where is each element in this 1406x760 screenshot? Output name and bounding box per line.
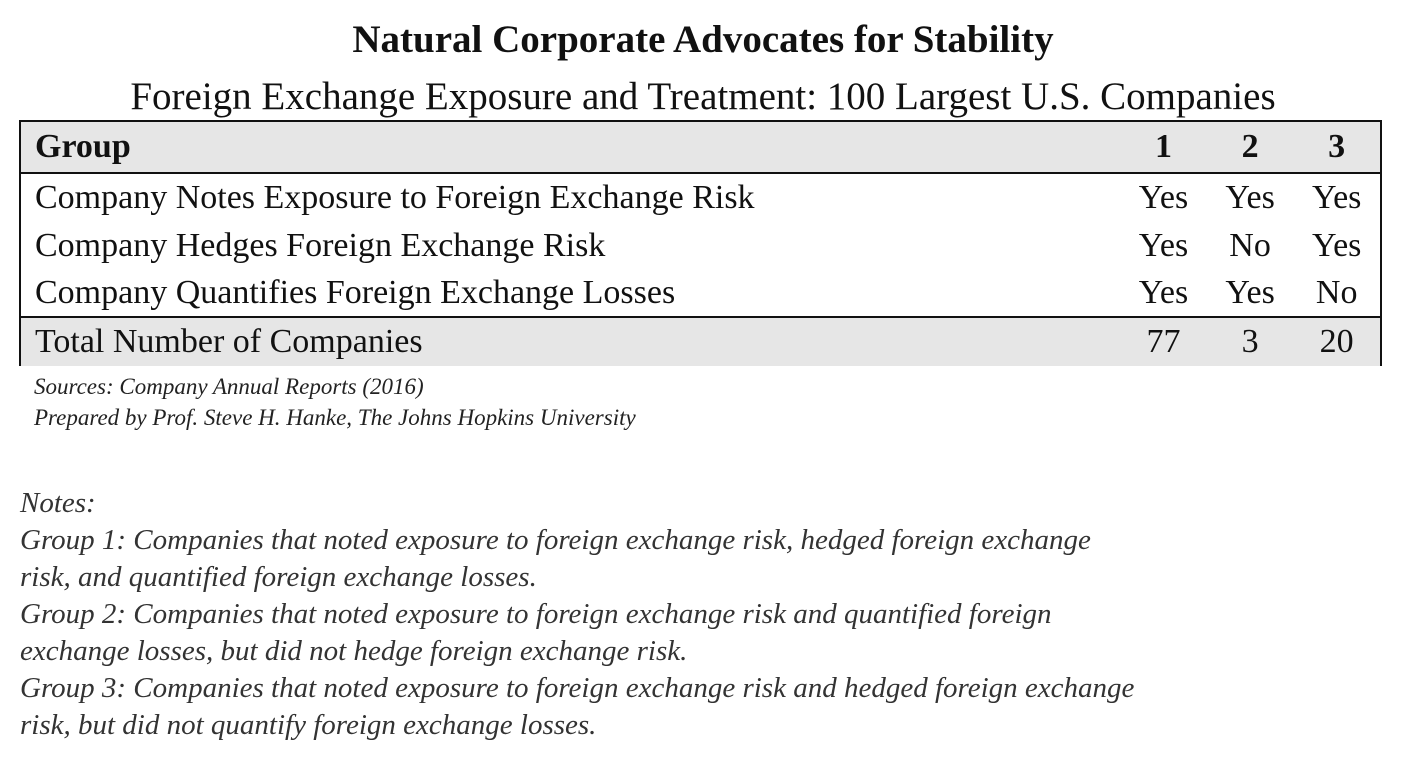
row-label: Company Notes Exposure to Foreign Exchange Risk (35, 179, 755, 216)
cell-group-1: Yes (1138, 274, 1189, 311)
header-group-label: Group (35, 128, 131, 165)
sources-line: Sources: Company Annual Reports (2016) (34, 374, 424, 399)
sources-block (34, 371, 636, 433)
cell-group-3: Yes (1311, 179, 1362, 216)
exposure-table (19, 120, 1382, 366)
notes-block (20, 485, 1350, 744)
header-group-1: 1 (1154, 128, 1172, 165)
total-group-3: 20 (1319, 323, 1354, 360)
total-group-1: 77 (1146, 323, 1181, 360)
table-row (21, 270, 1380, 316)
note-line: risk, and quantified foreign exchange losses. (20, 561, 537, 593)
total-group-2: 3 (1241, 323, 1259, 360)
note-line: Group 2: Companies that noted exposure to foreign exchange risk and quantified foreign (20, 598, 1052, 630)
table-header-row (21, 122, 1380, 174)
header-group-3: 3 (1328, 128, 1346, 165)
row-label: Company Hedges Foreign Exchange Risk (35, 227, 606, 264)
row-label: Company Quantifies Foreign Exchange Losses (35, 274, 676, 311)
total-label: Total Number of Companies (35, 323, 423, 360)
table-row (21, 222, 1380, 270)
note-line: risk, but did not quantify foreign exchange losses. (20, 709, 597, 741)
cell-group-3: No (1315, 274, 1358, 311)
cell-group-2: Yes (1225, 274, 1275, 311)
table-total-row (21, 316, 1380, 366)
note-line: Group 3: Companies that noted exposure to foreign exchange risk and hedged foreign exchange (20, 672, 1135, 704)
cell-group-2: No (1229, 227, 1271, 264)
page-subtitle: Foreign Exchange Exposure and Treatment: 100 Largest U.S. Companies (130, 75, 1276, 118)
prepared-by-line: Prepared by Prof. Steve H. Hanke, The Johns Hopkins University (34, 405, 636, 430)
cell-group-1: Yes (1138, 227, 1189, 264)
header-group-2: 2 (1241, 128, 1259, 165)
cell-group-1: Yes (1138, 179, 1189, 216)
note-line: Group 1: Companies that noted exposure to foreign exchange risk, hedged foreign exchange (20, 524, 1091, 556)
note-line: exchange losses, but did not hedge foreign exchange risk. (20, 635, 688, 667)
table-row (21, 174, 1380, 222)
notes-heading: Notes: (20, 487, 96, 519)
cell-group-2: Yes (1225, 179, 1275, 216)
page-title: Natural Corporate Advocates for Stability (352, 18, 1054, 61)
cell-group-3: Yes (1311, 227, 1362, 264)
